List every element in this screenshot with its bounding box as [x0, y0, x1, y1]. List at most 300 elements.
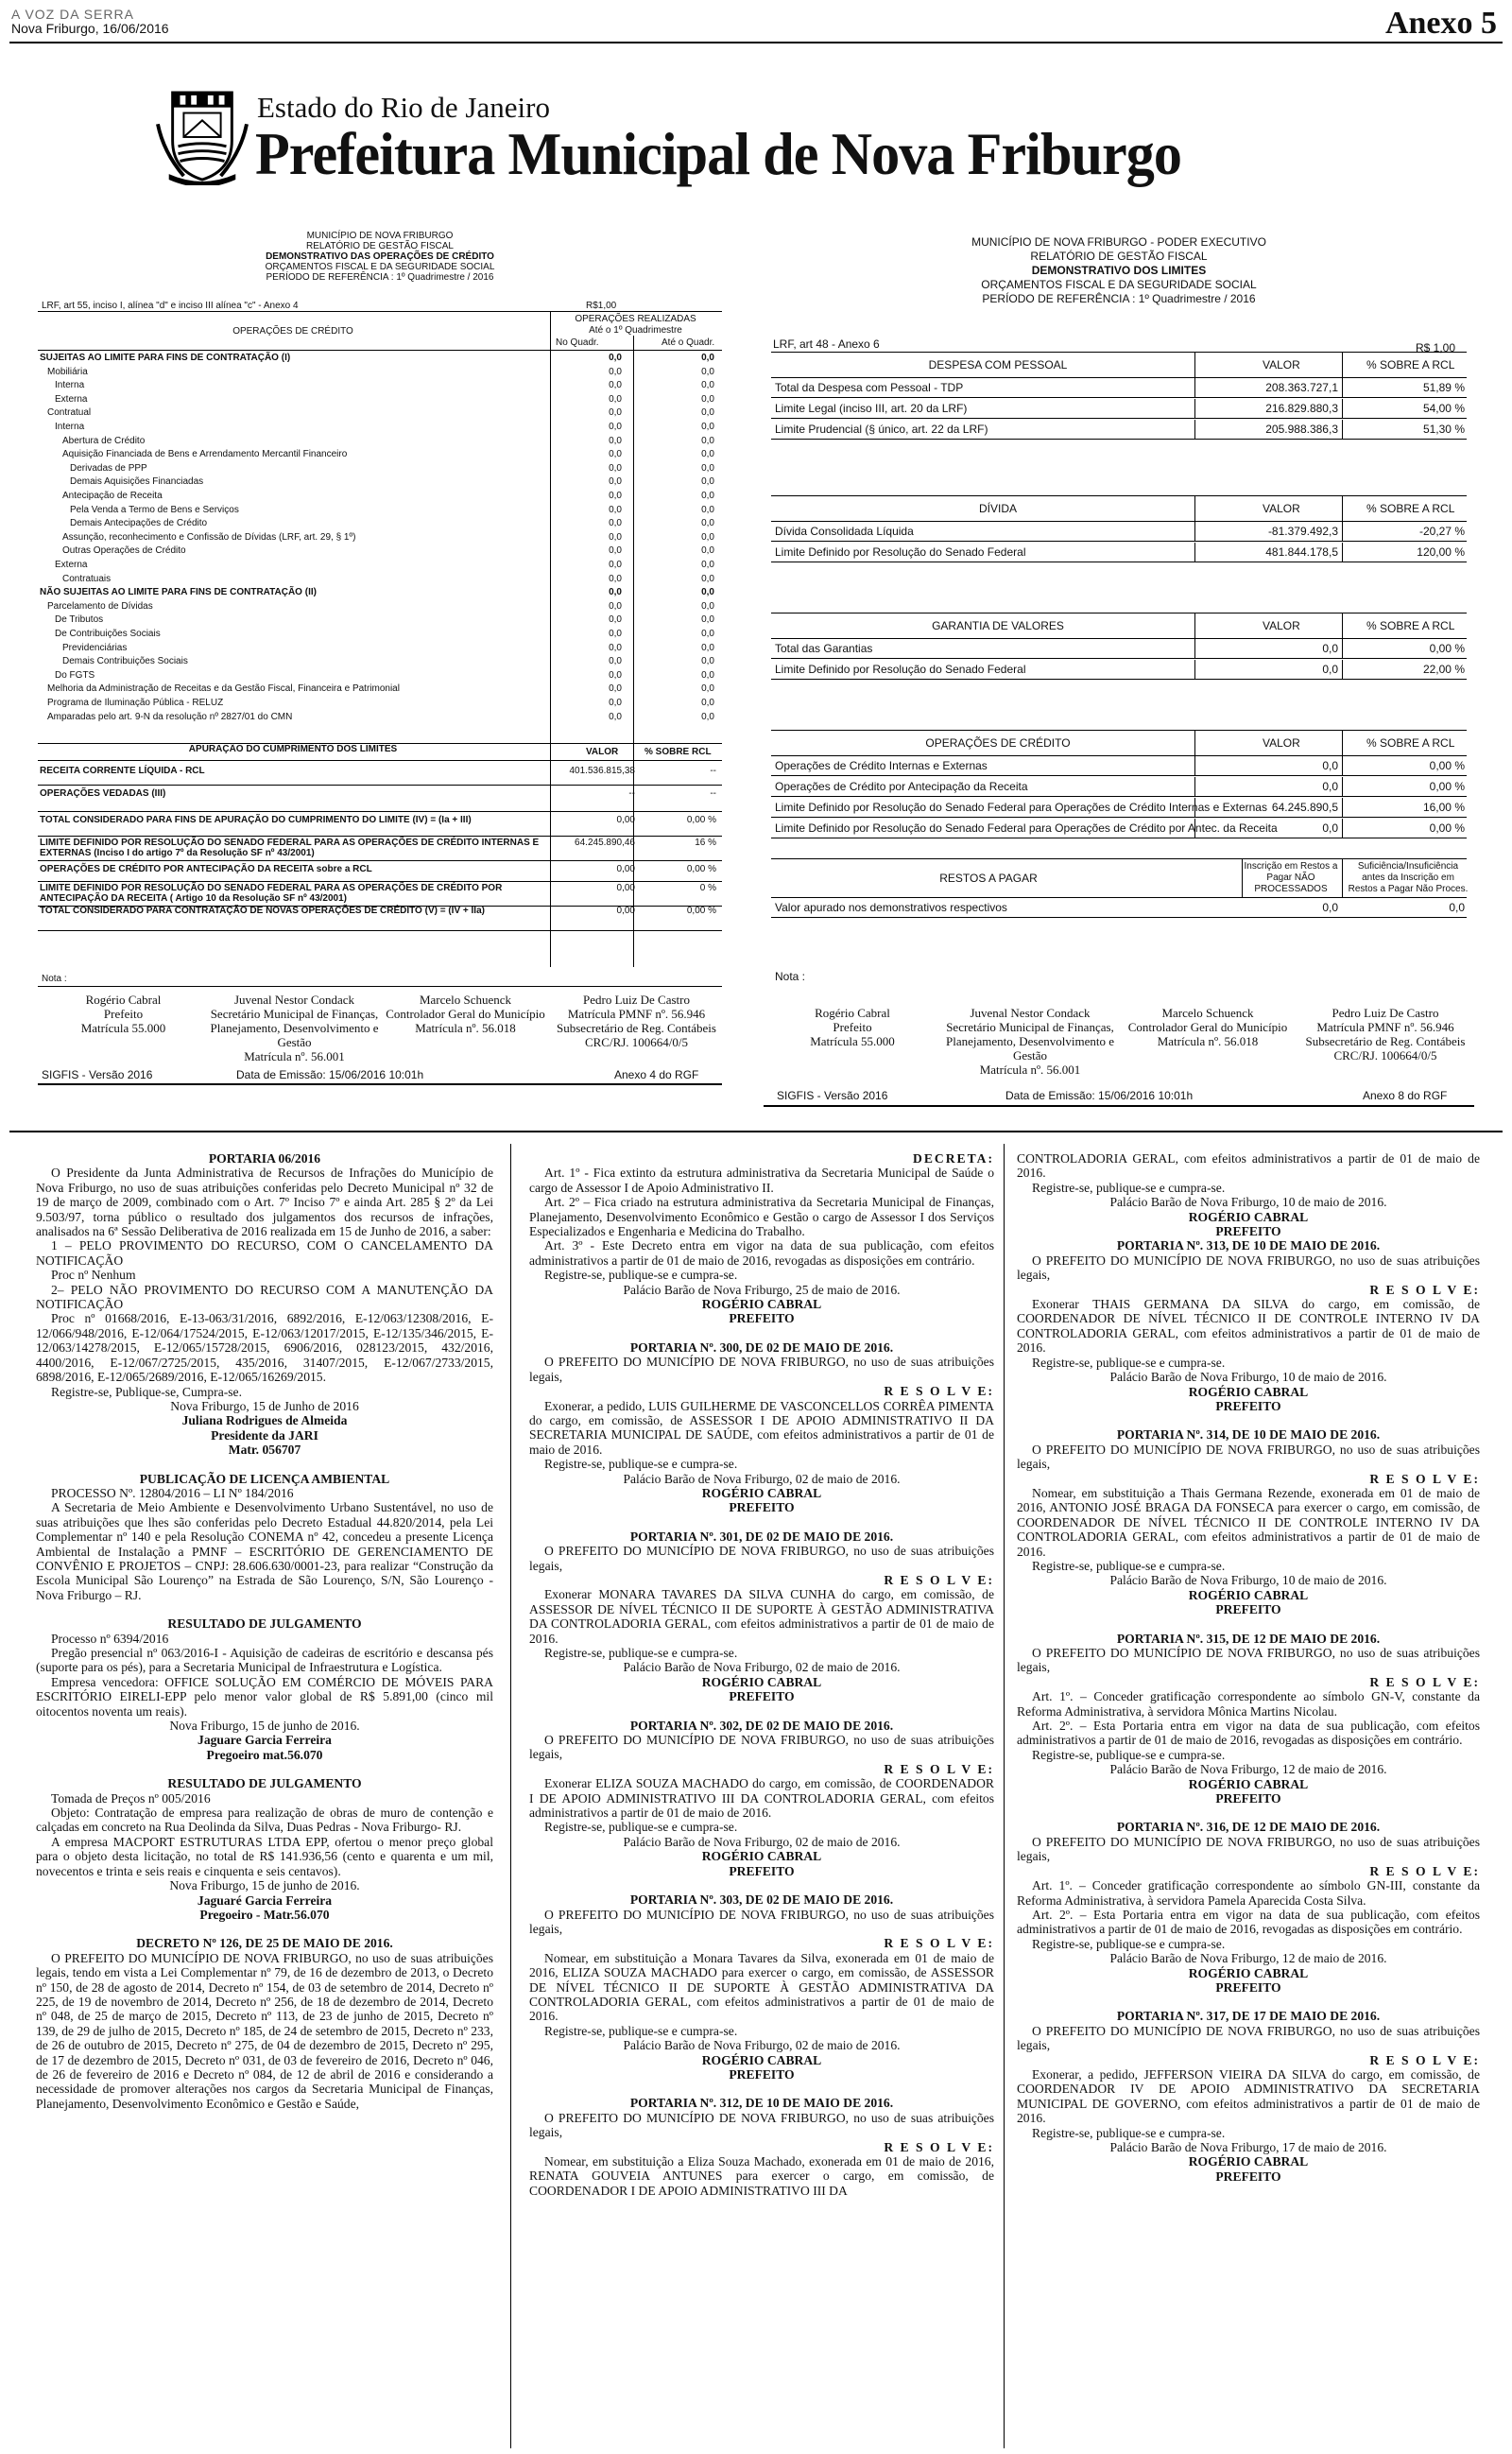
row-value-until: 0,0: [701, 683, 714, 695]
footer-emission: Data de Emissão: 15/06/2016 10:01h: [236, 1068, 424, 1081]
apuracao-pct: 0 %: [699, 883, 716, 893]
signature-line: Matrícula 55.000: [80, 1021, 166, 1035]
signature-line: Marcelo Schuenck: [419, 993, 512, 1007]
footer-emission: Data de Emissão: 15/06/2016 10:01h: [1005, 1089, 1194, 1102]
spacer: [36, 1922, 493, 1936]
heading: Pregoeiro mat.56.070: [206, 1747, 323, 1762]
col-valor: VALOR: [1263, 619, 1300, 632]
row-value-quarter: 0,0: [609, 545, 622, 557]
heading: PREFEITO: [1215, 1791, 1281, 1806]
paragraph: Registre-se, publique-se e cumpra-se.: [1032, 1180, 1226, 1195]
limit-row: [771, 660, 1467, 680]
heading: Presidente da JARI: [211, 1427, 318, 1443]
heading: ROGÉRIO CABRAL: [1188, 2154, 1309, 2169]
credit-row: [40, 614, 718, 626]
restos-title: RESTOS A PAGAR: [939, 872, 1038, 885]
spacer: [1017, 1806, 1480, 1820]
section-header: [771, 613, 1467, 639]
spacer: [1017, 1413, 1480, 1427]
apuracao-row: [38, 788, 722, 812]
heading: ROGÉRIO CABRAL: [1188, 1965, 1309, 1980]
col-pct: % SOBRE A RCL: [1366, 619, 1455, 632]
paragraph: Registre-se, publique-se e cumpra-se.: [544, 1820, 738, 1835]
row-value-until: 0,0: [701, 422, 714, 432]
limit-value: 208.363.727,1: [1265, 381, 1338, 394]
paragraph: O PREFEITO DO MUNICÍPIO DE NOVA FRIBURGO, no uso de suas atribuições legais,: [529, 1544, 994, 1573]
divider: [1342, 660, 1343, 679]
date-line: Palácio Barão de Nova Friburgo, 17 de maio de 2016.: [1109, 2140, 1387, 2154]
row-value-quarter: 0,0: [609, 698, 622, 708]
paragraph: Art. 2º – Fica criado na estrutura administrativa da Secretaria Municipal de Finanças, Planejamento, Desenvolvimento Econômico e Gestão o cargo de Assessor I dos Serviços Especializados e Engenharia e Medicina do Trabalho.: [529, 1195, 994, 1239]
row-label: Interna: [55, 380, 85, 391]
paragraph: Proc nº Nenhum: [51, 1268, 136, 1283]
limit-pct: 0,00 %: [1429, 759, 1465, 772]
signature-line: Matrícula nº. 56.001: [979, 1063, 1081, 1077]
col-valor: VALOR: [1263, 736, 1300, 750]
paragraph: Nomear, em substituição a Thais Germana Rezende, exonerada em 01 de maio de 2016, ANTONIO JOSÉ BRAGA DA FONSECA para exercer o cargo, em comissão, de COORDENADOR DE NÍVEL TÉCNICO II DE CONTROLE INTERNO IV DA CONTROLADORIA GERAL, com efeitos administrativos a partir de 01 de maio de 2016.: [1017, 1485, 1480, 1559]
divider: [1194, 639, 1195, 658]
heading: PREFEITO: [1215, 1979, 1281, 1995]
heading: PORTARIA Nº. 316, DE 12 DE MAIO DE 2016.: [1116, 1820, 1381, 1835]
section-title: OPERAÇÕES DE CRÉDITO: [925, 736, 1071, 750]
limit-pct: -20,27 %: [1418, 525, 1465, 538]
heading: Pregoeiro - Matr.56.070: [199, 1907, 330, 1922]
heading: PORTARIA Nº. 315, DE 12 DE MAIO DE 2016.: [1116, 1631, 1381, 1646]
divider: [1194, 543, 1195, 562]
apuracao-value: 0,00: [616, 815, 635, 825]
apuracao-pct: --: [710, 766, 716, 776]
apuracao-value: 0,00: [616, 883, 635, 893]
heading: PREFEITO: [729, 2066, 795, 2082]
signatures-right: [764, 1006, 1474, 1077]
signature-line: Controlador Geral do Município: [1127, 1020, 1288, 1034]
row-label: Outras Operações de Crédito: [62, 545, 186, 557]
signature-line: Subsecretário de Reg. Contábeis: [1305, 1034, 1466, 1048]
limit-label: Limite Definido por Resolução do Senado Federal: [775, 545, 1026, 559]
apuracao-pct: 0,00 %: [686, 906, 716, 916]
divider: [1194, 660, 1195, 679]
section-header: [771, 495, 1467, 522]
heading: ROGÉRIO CABRAL: [1188, 1776, 1309, 1791]
row-value-until: 0,0: [701, 545, 714, 557]
report-note: Nota :: [42, 974, 67, 984]
date-line: Palácio Barão de Nova Friburgo, 02 de maio de 2016.: [623, 1834, 901, 1849]
limit-value: 481.844.178,5: [1265, 545, 1338, 559]
row-value-quarter: 0,0: [609, 491, 622, 501]
apuracao-label: OPERAÇÕES DE CRÉDITO POR ANTECIPAÇÃO DA RECEITA sobre a RCL: [40, 864, 372, 874]
limit-label: Total das Garantias: [775, 642, 873, 655]
restos-value2: 0,0: [1449, 901, 1465, 914]
report-note: Nota :: [775, 970, 806, 983]
row-value-quarter: 0,0: [609, 600, 622, 612]
footer-version: SIGFIS - Versão 2016: [777, 1089, 888, 1102]
row-value-until: 0,0: [701, 504, 714, 515]
apuracao-label: LIMITE DEFINIDO POR RESOLUÇÃO DO SENADO FEDERAL PARA AS OPERAÇÕES DE CRÉDITO INTERNAS E EXTERNAS (Inciso I do artigo 7º da Resolução SF nº 43/2001): [40, 838, 540, 858]
apuracao-row: [38, 883, 722, 907]
credit-row: [40, 393, 718, 406]
apuracao-value: --: [628, 788, 635, 799]
row-label: Demais Aquisições Financiadas: [70, 476, 204, 488]
apuracao-rows: [38, 760, 722, 970]
signature-line: Prefeito: [833, 1020, 872, 1034]
heading: ROGÉRIO CABRAL: [701, 1849, 822, 1864]
limit-pct: 0,00 %: [1429, 821, 1465, 835]
resolve-label: R E S O L V E:: [1369, 1282, 1480, 1297]
report-title-line: MUNICÍPIO DE NOVA FRIBURGO - PODER EXECUTIVO: [971, 235, 1266, 249]
row-label: Melhoria da Administração de Receitas e da Gestão Fiscal, Financeira e Patrimonial: [47, 683, 400, 695]
heading: ROGÉRIO CABRAL: [701, 2052, 822, 2067]
paragraph: O PREFEITO DO MUNICÍPIO DE NOVA FRIBURGO, no uso de suas atribuições legais,: [529, 1355, 994, 1384]
limit-label: Operações de Crédito Internas e Externas: [775, 759, 988, 772]
resolve-label: R E S O L V E:: [884, 1384, 994, 1399]
credit-row: [40, 366, 718, 378]
apuracao-label: LIMITE DEFINIDO POR RESOLUÇÃO DO SENADO FEDERAL PARA AS OPERAÇÕES DE CRÉDITO POR ANTECIPAÇÃO DA RECEITA ( Artigo 10 da Resolução SF nº 43/2001): [40, 883, 503, 904]
heading: PORTARIA Nº. 303, DE 02 DE MAIO DE 2016.: [629, 1892, 894, 1908]
row-value-quarter: 0,0: [609, 353, 622, 363]
spacer: [36, 1762, 493, 1776]
row-value-until: 0,0: [701, 614, 714, 626]
col-realized-header: OPERAÇÕES REALIZADAS: [575, 314, 696, 324]
divider: [1194, 777, 1195, 796]
heading: PREFEITO: [729, 1689, 795, 1704]
spacer: [1017, 1995, 1480, 2009]
paragraph: Registre-se, publique-se e cumpra-se.: [544, 1268, 738, 1283]
signature-line: Matrícula nº. 56.018: [1157, 1034, 1259, 1048]
paragraph: Exonerar, a pedido, LUIS GUILHERME DE VASCONCELLOS CORRÊA PIMENTA do cargo, em comissão, de ASSESSOR I DE APOIO ADMINISTRATIVO II DA SECRETARIA MUNICIPAL DE SAÚDE, com efeitos administrativos a partir de 01 de maio de 2016.: [529, 1398, 994, 1457]
signature-line: Pedro Luiz De Castro: [1332, 1006, 1439, 1020]
limit-pct: 0,00 %: [1429, 780, 1465, 793]
row-label: Amparadas pelo art. 9-N da resolução nº 2827/01 do CMN: [47, 711, 293, 722]
limit-row: [771, 819, 1467, 838]
paragraph: Pregão presencial nº 063/2016-I - Aquisição de cadeiras de escritório e descansa pés (suporte para os pés), para a Secretaria Municipal de Infraestrutura e Logística.: [36, 1646, 493, 1675]
currency-unit: R$1,00: [586, 301, 617, 311]
signature-line: Planejamento, Desenvolvimento e Gestão: [210, 1021, 379, 1049]
divider: [1342, 639, 1343, 658]
prefecture-name: Prefeitura Municipal de Nova Friburgo: [255, 120, 1182, 187]
heading: ROGÉRIO CABRAL: [701, 1485, 822, 1500]
row-value-quarter: 0,0: [609, 476, 622, 488]
divider: [1342, 420, 1343, 439]
date-line: Palácio Barão de Nova Friburgo, 02 de maio de 2016.: [623, 1471, 901, 1486]
resolve-label: R E S O L V E:: [1369, 1863, 1480, 1878]
restos-col2: Suficiência/Insuficiência antes da Inscrição em Restos a Pagar Não Proces.: [1348, 861, 1469, 894]
heading: PORTARIA Nº. 314, DE 10 DE MAIO DE 2016.: [1116, 1427, 1381, 1443]
row-value-quarter: 0,0: [609, 629, 622, 639]
issue-date: Nova Friburgo, 16/06/2016: [11, 21, 169, 36]
apuracao-value: 0,00: [616, 864, 635, 874]
spacer: [529, 1878, 994, 1892]
col-ops-header: OPERAÇÕES DE CRÉDITO: [232, 326, 353, 337]
limit-value: 0,0: [1322, 759, 1338, 772]
apuracao-label: OPERAÇÕES VEDADAS (III): [40, 788, 166, 799]
paragraph: A Secretaria de Meio Ambiente e Desenvolvimento Urbano Sustentável, no uso de suas atribuições que lhes são conferidas pelo Decreto Estadual 44.820/2014, pela Lei Complementar nº 140 e pela Resolução CONEMA nº 42, concedeu a presente Licença Ambiental de Instalação a PMNF – ESCRITÓRIO DE GERENCIAMENTO DE CONVÊNIO E PROJETOS – CNPJ: 28.606.630/0001-23, para realizar “Construção da Escola Municipal São Lourenço” na Estrada de São Lourenço, S/N, São Lourenço - Nova Friburgo – RJ.: [36, 1500, 493, 1602]
signature-line: Marcelo Schuenck: [1161, 1006, 1254, 1020]
row-label: Interna: [55, 422, 85, 432]
row-value-quarter: 0,0: [609, 683, 622, 695]
signature-block: [380, 993, 551, 1035]
masthead-left: [11, 8, 169, 36]
heading: PORTARIA Nº. 302, DE 02 DE MAIO DE 2016.: [629, 1718, 894, 1733]
limit-label: Limite Definido por Resolução do Senado Federal para Operações de Crédito por Antec. da Receita: [775, 821, 1278, 835]
credit-row: [40, 352, 718, 364]
heading: PREFEITO: [1215, 1602, 1281, 1617]
paragraph: Registre-se, publique-se e cumpra-se.: [1032, 1747, 1226, 1762]
row-value-until: 0,0: [701, 435, 714, 446]
limit-label: Total da Despesa com Pessoal - TDP: [775, 381, 964, 394]
signature-line: Juvenal Nestor Condack: [970, 1006, 1091, 1020]
paragraph: O PREFEITO DO MUNICÍPIO DE NOVA FRIBURGO, no uso de suas atribuições legais,: [1017, 1253, 1480, 1283]
apuracao-row: [38, 838, 722, 861]
credit-row: [40, 586, 718, 598]
state-name: Estado do Rio de Janeiro: [257, 91, 550, 124]
credit-row: [40, 669, 718, 682]
text-column-1: [36, 1151, 493, 2452]
credit-row: [40, 517, 718, 529]
paragraph: Objeto: Contratação de empresa para realização de obras de muro de contenção e calçadas em concreto na Rua Deolinda da Silva, Duas Pedras - Nova Friburgo- RJ.: [36, 1806, 493, 1835]
heading: Matr. 056707: [228, 1443, 301, 1458]
divider: [1194, 378, 1195, 397]
limit-row: [771, 777, 1467, 797]
signature-block: [764, 1006, 941, 1048]
apuracao-row: [38, 906, 722, 931]
row-value-quarter: 0,0: [609, 407, 622, 419]
limits-sections: [771, 352, 1467, 957]
limit-label: Limite Definido por Resolução do Senado Federal para Operações de Crédito Internas e Externas: [775, 801, 1267, 814]
paragraph: Proc nº 01668/2016, E-13-063/31/2016, 6892/2016, E-12/063/12308/2016, E-12/066/948/2016, E-12/064/17524/2015, E-12/063/12017/2015, E-12/135/346/2015, E-12/063/14278/2015, E-12/065/15728/2015, 6906/2016, 028123/2015, 432/2016, 4400/2016, E-12/067/2725/2015, 435/2016, 31407/2015, E-12/067/2733/2015, 6898/2016, E-12/065/2689/2016, E-12/065/16269/2015.: [36, 1311, 493, 1385]
credit-row: [40, 697, 718, 709]
apuracao-pct: 0,00 %: [686, 815, 716, 825]
row-value-until: 0,0: [701, 600, 714, 612]
heading: DECRETO Nº 126, DE 25 DE MAIO DE 2016.: [136, 1936, 393, 1951]
row-value-quarter: 0,0: [609, 380, 622, 391]
spacer: [529, 1704, 994, 1719]
heading: PREFEITO: [729, 1311, 795, 1326]
divider: [1342, 543, 1343, 562]
credit-row: [40, 504, 718, 516]
apuracao-pct: 16 %: [695, 838, 716, 848]
limit-value: 216.829.880,3: [1265, 402, 1338, 415]
apuracao-value: 401.536.815,38: [569, 766, 635, 776]
resolve-label: R E S O L V E:: [884, 1761, 994, 1776]
credit-row: [40, 475, 718, 488]
limit-pct: 0,00 %: [1429, 642, 1465, 655]
col-pct: % SOBRE A RCL: [1366, 736, 1455, 750]
column-divider: [510, 1144, 511, 2448]
credit-row: [40, 421, 718, 433]
text-column-2: [529, 1151, 994, 2452]
row-label: Programa de Iluminação Pública - RELUZ: [47, 698, 224, 708]
signature-line: Rogério Cabral: [85, 993, 162, 1007]
date-line: Palácio Barão de Nova Friburgo, 12 de maio de 2016.: [1109, 1762, 1387, 1777]
apuracao-label: RECEITA CORRENTE LÍQUIDA - RCL: [40, 766, 205, 776]
divider: [1342, 614, 1343, 638]
paragraph: Registre-se, publique-se e cumpra-se.: [1032, 1355, 1226, 1370]
apuracao-pct: --: [710, 788, 716, 799]
apuracao-row: [38, 766, 722, 786]
divider: [1342, 399, 1343, 418]
row-value-until: 0,0: [701, 669, 714, 681]
heading: RESULTADO DE JULGAMENTO: [167, 1616, 362, 1632]
divider: [1342, 859, 1343, 897]
divider: [1342, 496, 1343, 521]
credit-row: [40, 531, 718, 544]
report-title-line: RELATÓRIO DE GESTÃO FISCAL: [306, 241, 454, 251]
row-label: Contratual: [47, 407, 92, 419]
row-value-until: 0,0: [701, 393, 714, 405]
annex-label: Anexo 5: [1384, 6, 1497, 41]
lrf-reference: LRF, art 55, inciso I, alínea "d" e inciso III alínea "c" - Anexo 4: [42, 301, 299, 311]
limit-row: [771, 543, 1467, 562]
col-valor: VALOR: [1263, 502, 1300, 515]
section-header: [771, 730, 1467, 756]
signature-line: Matrícula 55.000: [810, 1034, 895, 1048]
row-value-quarter: 0,0: [609, 462, 622, 474]
signature-line: Matrícula PMNF nº. 56.946: [1316, 1020, 1454, 1034]
divider: [1342, 522, 1343, 541]
paragraph: Nomear, em substituição a Monara Tavares da Silva, exonerada em 01 de maio de 2016, ELIZA SOUZA MACHADO para exercer o cargo, em comissão, de ASSESSOR DE NÍVEL TÉCNICO II DE SUPORTE À GESTÃO ADMINISTRATIVA DA CONTROLADORIA GERAL, com efeitos administrativos a partir de 01 de maio de 2016.: [529, 1950, 994, 2024]
text-column-3: [1017, 1151, 1480, 2452]
row-value-quarter: 0,0: [609, 422, 622, 432]
restos-label: Valor apurado nos demonstrativos respectivos: [775, 901, 1007, 914]
restos-value1: 0,0: [1322, 901, 1338, 914]
col-until-header: Até o 1º Quadrimestre: [589, 325, 682, 336]
heading: PUBLICAÇÃO DE LICENÇA AMBIENTAL: [139, 1471, 390, 1486]
credit-row: [40, 573, 718, 585]
signature-block: [941, 1006, 1119, 1077]
limit-value: 0,0: [1322, 780, 1338, 793]
heading: PORTARIA Nº. 312, DE 10 DE MAIO DE 2016.: [629, 2096, 894, 2111]
row-value-until: 0,0: [701, 698, 714, 708]
row-label: Assunção, reconhecimento e Confissão de Dívidas (LRF, art. 29, § 1º): [62, 531, 356, 543]
section-title: DÍVIDA: [978, 502, 1017, 515]
row-label: Abertura de Crédito: [62, 435, 146, 446]
limit-pct: 22,00 %: [1422, 663, 1465, 676]
row-value-until: 0,0: [701, 587, 714, 598]
limit-pct: 16,00 %: [1422, 801, 1465, 814]
credit-row: [40, 406, 718, 419]
paragraph: Art. 1º. – Conceder gratificação correspondente ao símbolo GN-III, constante da Reforma Administrativa, à servidora Pamela Aparecida Costa Silva.: [1017, 1878, 1480, 1908]
credit-row: [40, 448, 718, 460]
signatures-left: [38, 993, 722, 1063]
credit-row: [40, 379, 718, 391]
signature-line: Controlador Geral do Município: [386, 1007, 545, 1021]
limit-pct: 51,89 %: [1422, 381, 1465, 394]
paragraph: O Presidente da Junta Administrativa de Recursos de Infrações do Município de Nova Friburgo, no uso de suas atribuições conferidas pelo Decreto Municipal nº 32 de 19 de março de 2009, combinado com o Art. 7º Inciso 7º e ainda Art. 285 § 2º da Lei 9.503/97, torna público o resultado dos julgamentos dos recursos de infrações, analisados na 6ª Sessão Deliberativa de 2016 realizada em 15 de Junho de 2016, a saber:: [36, 1166, 493, 1239]
heading: Jaguaré Garcia Ferreira: [197, 1892, 333, 1908]
row-label: Mobiliária: [47, 366, 88, 377]
row-label: Do FGTS: [55, 669, 95, 681]
paragraph: CONTROLADORIA GERAL, com efeitos administrativos a partir de 01 de maio de 2016.: [1017, 1151, 1480, 1181]
top-rule: [9, 42, 1503, 43]
resolve-label: R E S O L V E:: [1369, 1471, 1480, 1486]
signature-block: [1119, 1006, 1297, 1048]
heading: ROGÉRIO CABRAL: [1188, 1209, 1309, 1224]
date-line: Palácio Barão de Nova Friburgo, 02 de maio de 2016.: [623, 1660, 901, 1675]
paragraph: Tomada de Preços nº 005/2016: [51, 1790, 211, 1806]
credit-row: [40, 628, 718, 640]
heading: RESULTADO DE JULGAMENTO: [167, 1776, 362, 1791]
row-value-until: 0,0: [701, 656, 714, 667]
row-value-until: 0,0: [701, 366, 714, 377]
signature-line: Juvenal Nestor Condack: [233, 993, 355, 1007]
apuracao-pct: % SOBRE RCL: [644, 747, 712, 757]
apuracao-label: TOTAL CONSIDERADO PARA FINS DE APURAÇÃO DO CUMPRIMENTO DO LIMITE (IV) = (Ia + III): [40, 815, 472, 825]
spacer: [529, 1515, 994, 1529]
heading: PREFEITO: [729, 1863, 795, 1878]
divider: [1242, 859, 1243, 897]
credit-rows: [40, 352, 718, 730]
limit-row: [771, 420, 1467, 440]
row-label: Aquisição Financiada de Bens e Arrendamento Mercantil Financeiro: [62, 449, 348, 460]
paragraph: O PREFEITO DO MUNICÍPIO DE NOVA FRIBURGO, no uso de suas atribuições legais,: [529, 1733, 994, 1762]
credit-row: [40, 559, 718, 571]
signature-line: Matrícula PMNF nº. 56.946: [567, 1007, 706, 1021]
paragraph: Empresa vencedora: OFFICE SOLUÇÃO EM COMÉRCIO DE MÓVEIS PARA ESCRITÓRIO EIRELI-EPP pelo menor valor global de R$ 5.891,00 (cinco mil oitocentos noventa um reais).: [36, 1674, 493, 1719]
limit-pct: 120,00 %: [1417, 545, 1465, 559]
row-value-quarter: 0,0: [609, 560, 622, 570]
section-divider: [9, 1131, 1503, 1132]
row-value-quarter: 0,0: [609, 393, 622, 405]
row-value-until: 0,0: [701, 407, 714, 419]
col-in-quarter: No Quadr.: [556, 337, 599, 348]
resolve-label: R E S O L V E:: [1369, 2052, 1480, 2067]
apuracao-valor: VALOR: [586, 747, 619, 757]
date-line: Palácio Barão de Nova Friburgo, 10 de maio de 2016.: [1109, 1573, 1387, 1588]
paragraph: Art. 3º - Este Decreto entra em vigor na data de sua publicação, com efeitos administrativos a partir de 01 de maio de 2016, revogadas as disposições em contrário.: [529, 1238, 994, 1268]
signature-line: Pedro Luiz De Castro: [582, 993, 690, 1007]
row-value-until: 0,0: [701, 629, 714, 639]
row-value-until: 0,0: [701, 380, 714, 391]
date-line: Nova Friburgo, 15 de Junho de 2016: [170, 1398, 359, 1413]
credit-row: [40, 600, 718, 613]
date-line: Palácio Barão de Nova Friburgo, 12 de maio de 2016.: [1109, 1951, 1387, 1966]
divider: [1194, 399, 1195, 418]
row-label: NÃO SUJEITAS AO LIMITE PARA FINS DE CONTRATAÇÃO (II): [40, 587, 317, 598]
date-line: Palácio Barão de Nova Friburgo, 25 de maio de 2016.: [623, 1282, 901, 1297]
divider: [1342, 777, 1343, 796]
row-label: Antecipação de Receita: [62, 491, 163, 501]
report-title-line: RELATÓRIO DE GESTÃO FISCAL: [1030, 250, 1208, 263]
signature-line: Secretário Municipal de Finanças,: [210, 1007, 379, 1021]
heading: ROGÉRIO CABRAL: [701, 1674, 822, 1689]
paragraph: Registre-se, publique-se e cumpra-se.: [1032, 1936, 1226, 1951]
paragraph: O PREFEITO DO MUNICÍPIO DE NOVA FRIBURGO, no uso de suas atribuições legais,: [1017, 2023, 1480, 2053]
divider: [1194, 353, 1195, 377]
apuracao-pct: 0,00 %: [686, 864, 716, 874]
limit-label: Dívida Consolidada Líquida: [775, 525, 914, 538]
paragraph: Processo nº 6394/2016: [51, 1631, 169, 1646]
spacer: [36, 1602, 493, 1616]
spacer: [529, 1326, 994, 1340]
footer-annex: Anexo 4 do RGF: [614, 1068, 699, 1081]
row-value-until: 0,0: [701, 476, 714, 488]
signature-line: Secretário Municipal de Finanças,: [946, 1020, 1114, 1034]
paragraph: O PREFEITO DO MUNICÍPIO DE NOVA FRIBURGO, no uso de suas atribuições legais,: [1017, 1442, 1480, 1472]
resolve-label: R E S O L V E:: [884, 2139, 994, 2154]
row-label: Derivadas de PPP: [70, 462, 147, 474]
row-label: Previdenciárias: [62, 642, 128, 653]
row-value-until: 0,0: [701, 560, 714, 570]
heading: ROGÉRIO CABRAL: [701, 1297, 822, 1312]
limit-row: [771, 756, 1467, 776]
paragraph: Art. 1º. – Conceder gratificação correspondente ao símbolo GN-V, constante da Reforma Administrativa, à servidora Mônica Martins Nicolau.: [1017, 1689, 1480, 1719]
divider: [1194, 819, 1195, 838]
newspaper-name: A VOZ DA SERRA: [11, 7, 134, 22]
row-value-quarter: 0,0: [609, 449, 622, 460]
row-label: Pela Venda a Termo de Bens e Serviços: [70, 504, 239, 515]
limit-row: [771, 399, 1467, 419]
apuracao-label: TOTAL CONSIDERADO PARA CONTRATAÇÃO DE NOVAS OPERAÇÕES DE CRÉDITO (V) = (IV + IIa): [40, 906, 485, 916]
